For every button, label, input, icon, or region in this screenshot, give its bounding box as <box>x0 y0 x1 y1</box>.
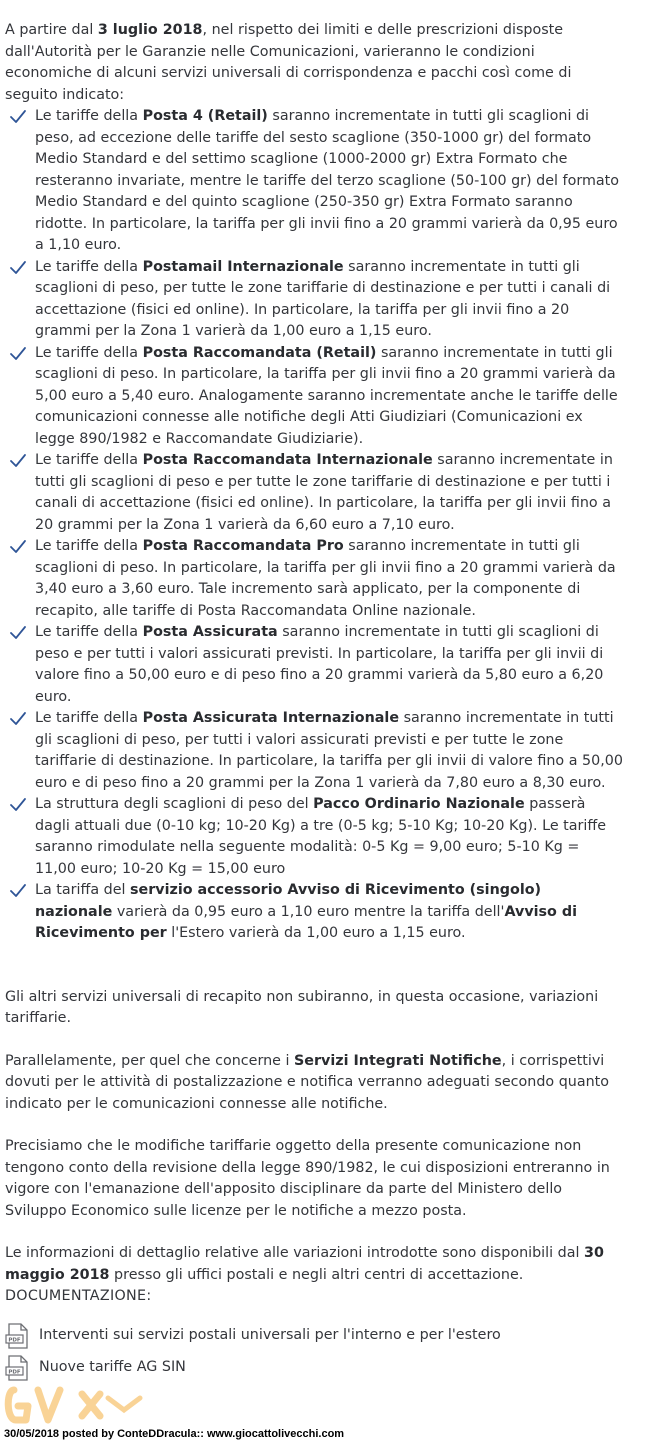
documentation-heading: DOCUMENTAZIONE: <box>5 1288 152 1304</box>
svg-text:PDF: PDF <box>8 1337 21 1343</box>
checkmark-icon <box>9 796 27 814</box>
effective-date: 3 luglio 2018 <box>97 22 203 38</box>
footer-caption-bar <box>0 1424 650 1444</box>
list-item: Le tariffe della Posta Raccomandata (Retail) saranno incrementate in tutti gli scaglioni di peso. In particolare, la tariffa per gli invii fino a 20 grammi varierà da 5,00 euro a 5,40 euro. Analogamente saranno incrementate anche le tariffe delle comunicazioni connesse alle notifiche degli Atti Giudiziari (Comunicazioni ex legge 890/1982 e Raccomandate Giudiziarie). <box>5 343 623 451</box>
intro-paragraph: A partire dal 3 luglio 2018, nel rispetto dei limiti e delle prescrizioni disposte dall'Autorità per le Garanzie nelle Comunicazioni, varieranno le condizioni economiche di alcuni servizi universali di corrispondenza e pacchi così come di seguito indicato: <box>5 22 572 103</box>
list-item: Le tariffe della Posta Raccomandata Pro saranno incrementate in tutti gli scaglioni di peso. In particolare, la tariffa per gli invii fino a 20 grammi varierà da 3,40 euro a 3,60 euro. Tale incremento sarà applicato, per la componente di recapito, alle tariffe di Posta Raccomandata Online nazionale. <box>5 536 623 622</box>
watermark-logo-icon <box>4 1384 154 1426</box>
checkmark-icon <box>9 882 27 900</box>
doc-link-interventi[interactable] <box>5 1320 623 1352</box>
checkmark-icon <box>9 452 27 470</box>
pdf-icon <box>5 1323 29 1349</box>
checkmark-icon <box>9 108 27 126</box>
footer-caption: 30/05/2018 posted by ConteDDracula:: www.giocattolivecchi.com <box>4 1428 345 1440</box>
article-content <box>5 20 623 1384</box>
doc-link-nuove-tariffe[interactable] <box>5 1352 623 1384</box>
availability-paragraph: Le informazioni di dettaglio relative alle variazioni introdotte sono disponibili dal 30 maggio 2018 presso gli uffici postali e negli altri centri di accettazione. <box>5 1245 604 1283</box>
law-revision-paragraph: Precisiamo che le modifiche tariffarie oggetto della presente comunicazione non tengono conto della revisione della legge 890/1982, le cui disposizioni entreranno in vigore con l'emanazione dell'apposito disciplinare da parte del Ministero dello Sviluppo Economico sulle licenze per le notifiche a mezzo posta. <box>5 1138 610 1219</box>
integrated-notifications-paragraph: Parallelamente, per quel che concerne i Servizi Integrati Notifiche, i corrispettivi dovuti per le attività di postalizzazione e notifica verranno adeguati secondo quanto indicato per le comunicazioni connesse alle notifiche. <box>5 1052 610 1112</box>
checkmark-icon <box>9 710 27 728</box>
checkmark-icon <box>9 345 27 363</box>
list-item: Le tariffe della Postamail Internazionale saranno incrementate in tutti gli scaglioni di peso, per tutte le zone tariffarie di destinazione e per tutti i canali di accettazione (fisici ed online). In particolare, la tariffa per gli invii fino a 20 grammi per la Zona 1 varierà da 1,00 euro a 1,15 euro. <box>5 257 623 343</box>
documentation-links <box>5 1320 623 1384</box>
checkmark-icon <box>9 538 27 556</box>
doc-link-label[interactable]: Nuove tariffe AG SIN <box>39 1358 186 1375</box>
list-item: Le tariffe della Posta 4 (Retail) saranno incrementate in tutti gli scaglioni di peso, ad eccezione delle tariffe del sesto scaglione (350-1000 gr) del formato Medio Standard e del settimo scaglione (1000-2000 gr) Extra Formato che resteranno invariate, mentre le tariffe del terzo scaglione (50-100 gr) del formato Medio Standard e del quinto scaglione (250-350 gr) Extra Formato saranno ridotte. In particolare, la tariffa per gli invii fino a 20 grammi varierà da 0,95 euro a 1,10 euro. <box>5 106 623 257</box>
list-item: Le tariffe della Posta Assicurata saranno incrementate in tutti gli scaglioni di peso e per tutti i valori assicurati previsti. In particolare, la tariffa per gli invii di valore fino a 50,00 euro e di peso fino a 20 grammi varierà da 5,80 euro a 6,20 euro. <box>5 622 623 708</box>
other-services-paragraph: Gli altri servizi universali di recapito non subiranno, in questa occasione, variazioni tariffarie. <box>5 988 599 1026</box>
list-item: Le tariffe della Posta Raccomandata Internazionale saranno incrementate in tutti gli scaglioni di peso e per tutte le zone tariffarie di destinazione e per tutti i canali di accettazione (fisici ed online). In particolare, la tariffa per gli invii fino a 20 grammi per la Zona 1 varierà da 6,60 euro a 7,10 euro. <box>5 450 623 536</box>
list-item: La struttura degli scaglioni di peso del Pacco Ordinario Nazionale passerà dagli attuali due (0-10 kg; 10-20 Kg) a tre (0-5 kg; 5-10 Kg; 10-20 Kg). Le tariffe saranno rimodulate nella seguente modalità: 0-5 Kg = 9,00 euro; 5-10 Kg = 11,00 euro; 10-20 Kg = 15,00 euro <box>5 794 623 880</box>
checkmark-icon <box>9 624 27 642</box>
pdf-icon <box>5 1355 29 1381</box>
tariff-changes-list <box>5 106 623 945</box>
svg-text:PDF: PDF <box>8 1369 21 1375</box>
checkmark-icon <box>9 259 27 277</box>
list-item: Le tariffe della Posta Assicurata Internazionale saranno incrementate in tutti gli scaglioni di peso, per tutti i valori assicurati previsti e per tutte le zone tariffarie di destinazione. In particolare, la tariffa per gli invii di valore fino a 50,00 euro e di peso fino a 20 grammi per la Zona 1 varierà da 7,80 euro a 8,30 euro. <box>5 708 623 794</box>
doc-link-label[interactable]: Interventi sui servizi postali universali per l'interno e per l'estero <box>39 1326 501 1343</box>
list-item: La tariffa del servizio accessorio Avviso di Ricevimento (singolo) nazionale varierà da 0,95 euro a 1,10 euro mentre la tariffa dell'Avviso di Ricevimento per l'Estero varierà da 1,00 euro a 1,15 euro. <box>5 880 623 945</box>
